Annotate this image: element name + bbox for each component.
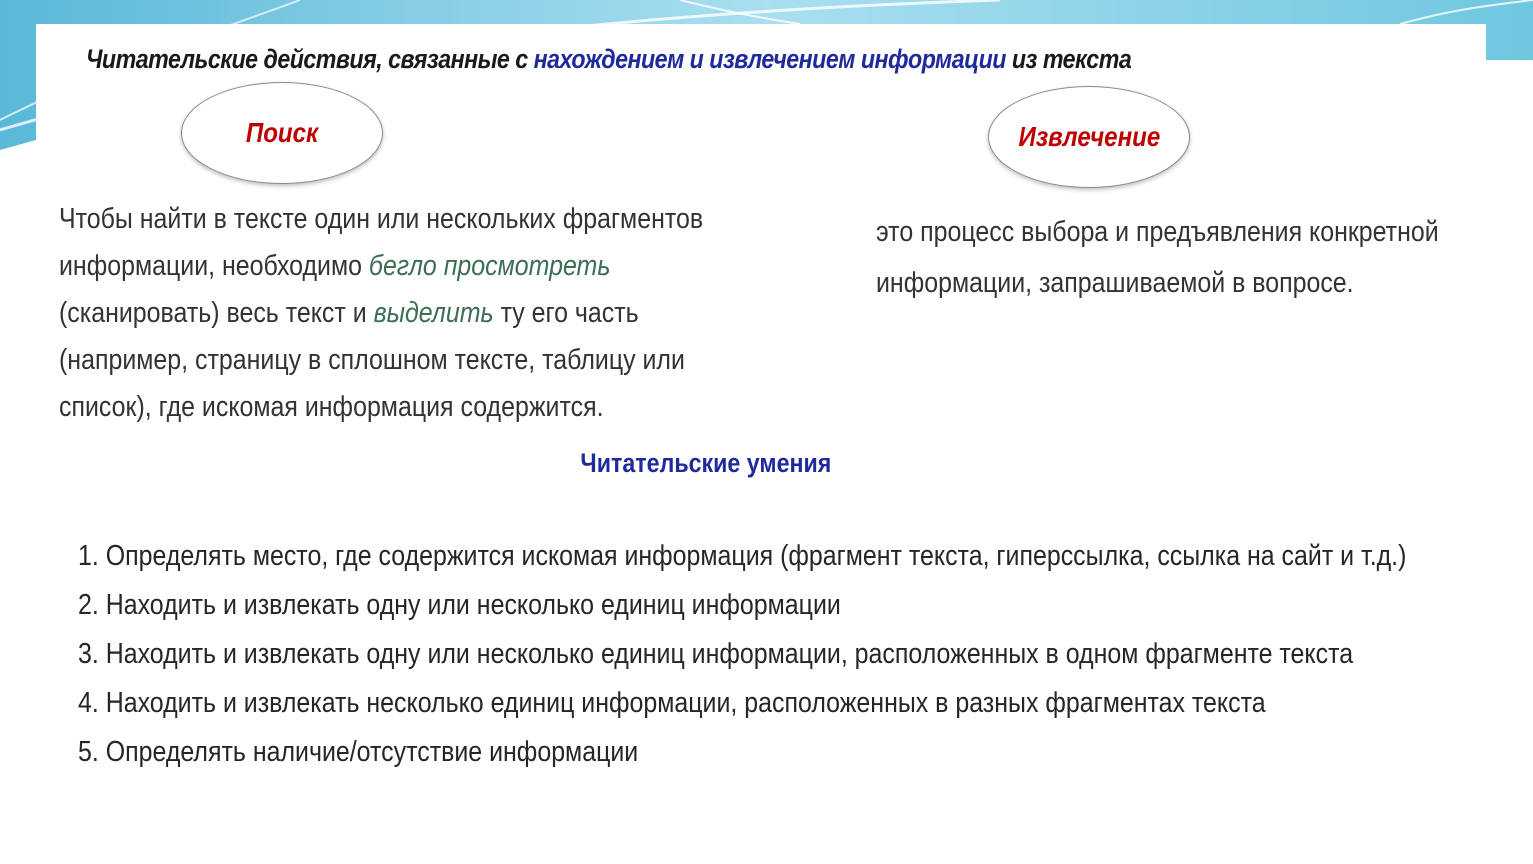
search-text-2: (сканировать) весь текст и	[59, 297, 374, 329]
title-highlight: нахождением и извлечением информации	[533, 44, 1006, 74]
search-emphasis-1: бегло просмотреть	[368, 250, 611, 282]
search-text-1: Чтобы найти в тексте один или нескольких фрагментов информации, необходимо	[59, 203, 704, 282]
skills-list-item: 1. Определять место, где содержится искомая информация (фрагмент текста, гиперссылка, ссылка на сайт и т.д.)	[78, 540, 1407, 572]
skills-list-item: 4. Находить и извлекать несколько единиц информации, расположенных в разных фрагментах текста	[78, 687, 1266, 719]
search-oval	[181, 82, 383, 184]
skills-list-item: 3. Находить и извлекать одну или несколько единиц информации, расположенных в одном фрагменте текста	[78, 638, 1354, 670]
slide-content	[36, 24, 1486, 824]
search-emphasis-2: выделить	[373, 297, 494, 329]
skills-list-item: 5. Определять наличие/отсутствие информации	[78, 736, 639, 768]
extraction-description: это процесс выбора и предъявления конкретной информации, запрашиваемой в вопросе.	[876, 216, 1439, 299]
skills-heading-text: Читательские умения	[580, 448, 832, 478]
search-oval-label: Поиск	[245, 117, 319, 148]
skills-list	[78, 532, 1533, 777]
extraction-oval	[988, 86, 1190, 188]
search-description	[59, 196, 751, 431]
skills-list-item: 2. Находить и извлекать одну или несколько единиц информации	[78, 589, 841, 621]
title-part-2: из текста	[1005, 44, 1132, 74]
title-part-1: Читательские действия, связанные с	[86, 44, 534, 74]
search-text-3: ту его часть (например, страницу в сплошном тексте, таблицу или список), где искомая информация содержится.	[59, 297, 685, 423]
skills-heading	[36, 448, 1486, 479]
slide-title	[86, 44, 1131, 75]
extraction-oval-label: Извлечение	[1018, 121, 1160, 152]
